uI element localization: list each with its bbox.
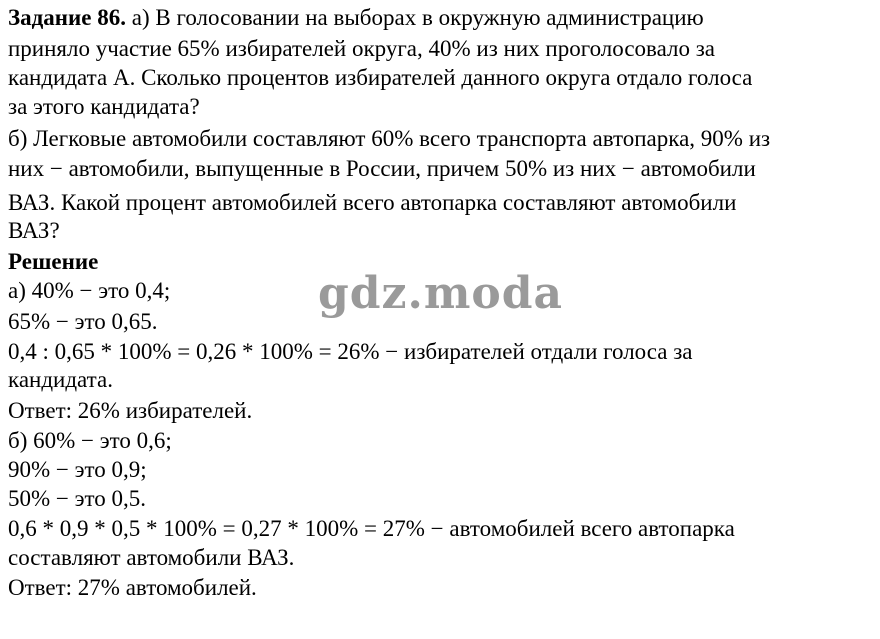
task-line-1 [8, 4, 704, 32]
watermark-logo: gdz.moda [318, 268, 564, 319]
solution-line-4: кандидата. [8, 367, 113, 392]
task-text: а) В голосовании на выборах в окружную администрацию [126, 5, 704, 30]
solution-line-10: составляют автомобили ВАЗ. [8, 545, 295, 570]
solution-line-8: 50% − это 0,5. [8, 486, 146, 511]
solution-line-2: 65% − это 0,65. [8, 309, 158, 334]
solution-line-9: 0,6 * 0,9 * 0,5 * 100% = 0,27 * 100% = 27% − автомобилей всего автопарка [8, 516, 735, 541]
solution-line-6: б) 60% − это 0,6; [8, 428, 172, 453]
solution-line-3: 0,4 : 0,65 * 100% = 0,26 * 100% = 26% − избирателей отдали голоса за [8, 339, 693, 364]
task-line-5: б) Легковые автомобили составляют 60% всего транспорта автопарка, 90% из [8, 126, 771, 151]
task-line-2: приняло участие 65% избирателей округа, 40% из них проголосовало за [8, 36, 716, 61]
task-title: Задание 86. [8, 5, 126, 30]
solution-line-1: а) 40% − это 0,4; [8, 278, 171, 303]
task-line-4: за этого кандидата? [8, 94, 200, 119]
task-line-7: ВАЗ. Какой процент автомобилей всего автопарка составляют автомобили [8, 190, 737, 215]
answer-a: Ответ: 26% избирателей. [8, 398, 253, 423]
solution-line-7: 90% − это 0,9; [8, 457, 147, 482]
solution-heading: Решение [8, 249, 99, 274]
task-line-3: кандидата А. Сколько процентов избирателей данного округа отдало голоса [8, 65, 753, 90]
answer-b: Ответ: 27% автомобилей. [8, 575, 257, 600]
task-line-6: них − автомобили, выпущенные в России, причем 50% из них − автомобили [8, 156, 756, 181]
task-line-8: ВАЗ? [8, 218, 60, 243]
